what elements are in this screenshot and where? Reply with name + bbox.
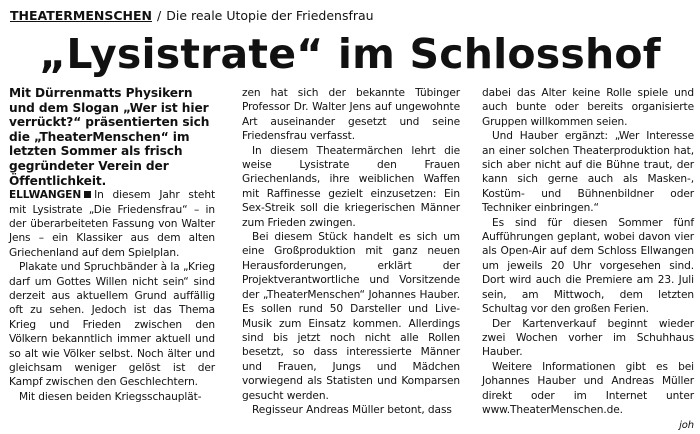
author-signature: joh xyxy=(679,420,694,432)
paragraph: Weitere Informationen gibt es bei Johannes Hauber und Andreas Müller direkt oder im Internet unter www.TheaterMenschen.de. xyxy=(482,360,694,416)
rubric-kicker: THEATERMENSCHEN xyxy=(10,8,152,23)
paragraph: Bei diesem Stück handelt es sich um eine Großproduktion mit ganz neuen Herausforderungen, erklärt der Projektverantwortliche und Vorsitzende der „TheaterMenschen“ Johannes Hauber. Es sollen rund 50 Darsteller und Live-Musik zum Einsatz kommen. Allerdings sind bis jetzt noch nicht alle Rollen besetzt, so dass interessierte Männer und Frauen, Jungs und Mädchen vorwiegend als Statisten und Komparsen gesucht werden. xyxy=(242,231,460,402)
article-lead: Mit Dürrenmatts Physikern und dem Slogan „Wer ist hier verrückt?“ präsentierten sich die „TheaterMenschen“ im letzten Sommer als frisch gegründeter Verein der Öffentlichkeit. xyxy=(9,86,210,188)
paragraph: Es sind für diesen Sommer fünf Aufführungen geplant, wobei davon vier als Open-Air auf dem Schloss Ellwangen um jeweils 20 Uhr vorgesehen sind. Dort wird auch die Premiere am 23. Juli sein, am Mittwoch, dem letzten Schultag vor den großen Ferien. xyxy=(482,216,694,316)
paragraph: Und Hauber ergänzt: „Wer Interesse an einer solchen Theaterproduktion hat, sich aber nicht auf die Bühne traut, der kann sich gerne auch als Masken-, Kostüm- und Bühnenbildner oder Techniker einbringen.“ xyxy=(482,130,694,215)
rubric-separator: / xyxy=(157,8,162,23)
paragraph: zen hat sich der bekannte Tübinger Professor Dr. Walter Jens auf ungewohnte Art auseinander gesetzt und seine Friedensfrau verfasst. xyxy=(242,87,460,143)
paragraph: dabei das Alter keine Rolle spiele und auch bunte oder bereits organisierte Gruppen willkommen seien. xyxy=(482,87,694,128)
paragraph xyxy=(9,188,215,260)
paragraph-text: In diesem Jahr steht mit Lysistrate „Die Friedensfrau“ – in der überarbeiteten Fassung von Walter Jens – ein Klassiker aus dem alten Griechenland auf dem Spielplan. xyxy=(9,189,215,259)
article-headline: „Lysistrate“ im Schlosshof xyxy=(39,30,661,78)
paragraph: Mit diesen beiden Kriegsschauplät- xyxy=(19,390,202,403)
article-column-1 xyxy=(9,86,215,414)
paragraph: Regisseur Andreas Müller betont, dass xyxy=(252,403,452,416)
paragraph: Plakate und Spruchbänder à la „Krieg darf um Gottes Willen nicht sein“ sind derzeit aus aktuellem Grund auffällig oft zu sehen. Jedoch ist das Thema Krieg und Frieden zwischen den Völkern bekanntlich immer aktuell und so alt wie Völker selbst. Noch älter und gleichsam weniger gelöst ist der Kampf zwischen den Geschlechtern. xyxy=(9,261,215,389)
article-column-3 xyxy=(482,86,694,432)
section-rubric xyxy=(10,8,690,24)
dateline-square-icon xyxy=(84,191,91,198)
paragraph: Der Kartenverkauf beginnt wieder zwei Wochen vorher im Schuhhaus Hauber. xyxy=(482,317,694,359)
dateline: ELLWANGEN xyxy=(9,189,82,202)
paragraph: In diesem Theatermärchen lehrt die weise Lysistrate den Frauen Griechenlands, ihre weiblichen Waffen mit Raffinesse gezielt einzusetzen: Ein Sex-Streik soll die kriegerischen Männer zum Frieden zwingen. xyxy=(242,144,460,229)
rubric-topic: Die reale Utopie der Friedensfrau xyxy=(166,8,374,23)
article-column-2 xyxy=(242,86,460,414)
